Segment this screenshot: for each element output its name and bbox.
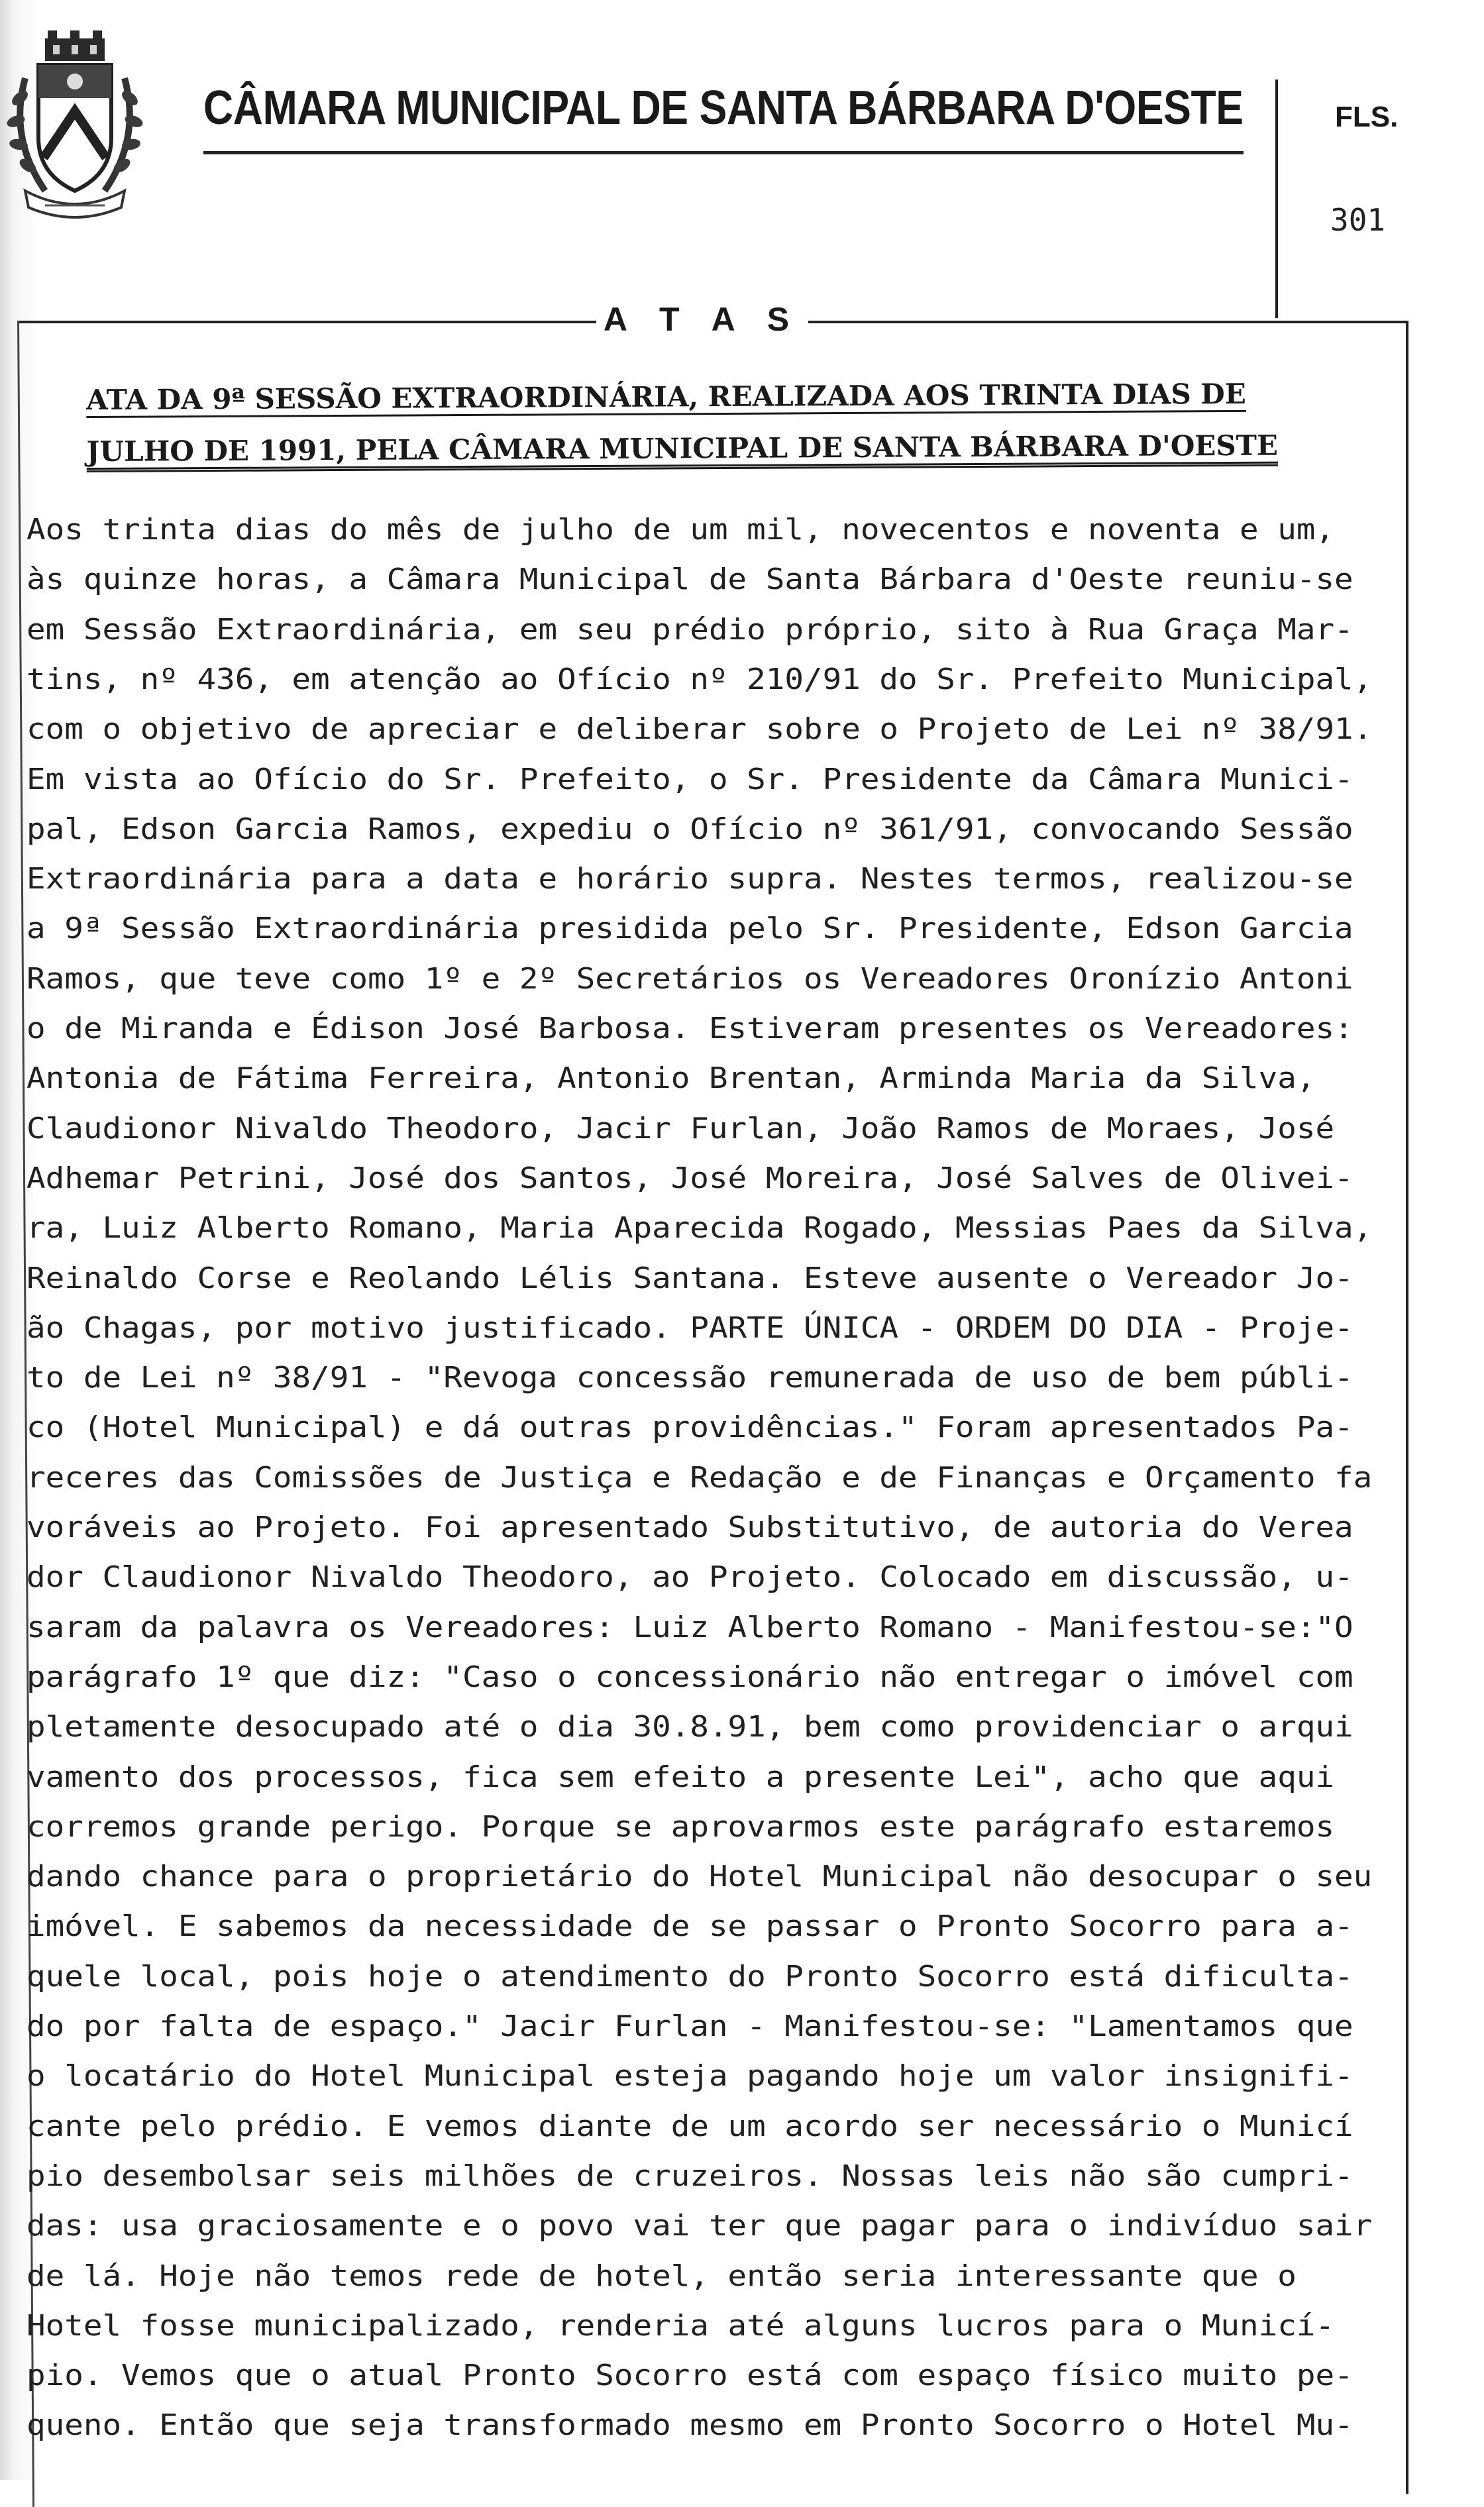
minutes-body-line: Em vista ao Ofício do Sr. Prefeito, o Sr. Presidente da Câmara Munici- [26, 762, 1353, 796]
minutes-body-line: voráveis ao Projeto. Foi apresentado Substitutivo, de autoria do Verea [26, 1511, 1353, 1544]
minutes-body-line: receres das Comissões de Justiça e Redação e de Finanças e Orçamento fa [26, 1460, 1373, 1495]
minutes-body-line: ão Chagas, por motivo justificado. PARTE ÚNICA - ORDEM DO DIA - Proje- [26, 1310, 1353, 1345]
minutes-body-line: corremos grande perigo. Porque se aprovarmos este parágrafo estaremos [26, 1809, 1335, 1844]
minutes-body-line: co (Hotel Municipal) e dá outras providências." Foram apresentados Pa- [26, 1411, 1353, 1445]
minutes-body-line: Aos trinta dias do mês de julho de um mil, novecentos e noventa e um, [26, 513, 1335, 547]
chamber-name: CÂMARA MUNICIPAL DE SANTA BÁRBARA D'OESTE [203, 81, 1244, 134]
minutes-title-line: JULHO DE 1991, PELA CÂMARA MUNICIPAL DE SANTA BÁRBARA D'OESTE [86, 429, 1279, 468]
minutes-body-line: Hotel fosse municipalizado, renderia até alguns lucros para o Municí- [26, 2308, 1335, 2343]
minutes-title-line: ATA DA 9ª SESSÃO EXTRAORDINÁRIA, REALIZADA AOS TRINTA DIAS DE [86, 377, 1246, 416]
minutes-body-line: Claudionor Nivaldo Theodoro, Jacir Furlan, João Ramos de Moraes, José [26, 1111, 1335, 1146]
minutes-body-line: vamento dos processos, fica sem efeito a presente Lei", acho que aqui [26, 1760, 1335, 1794]
minutes-body-line: pal, Edson Garcia Ramos, expediu o Ofício nº 361/91, convocando Sessão [26, 812, 1353, 846]
minutes-body-line: de lá. Hoje não temos rede de hotel, então seria interessante que o [26, 2259, 1297, 2293]
minutes-body-line: Adhemar Petrini, José dos Santos, José Moreira, José Salves de Olivei- [26, 1161, 1353, 1195]
minutes-body-line: Reinaldo Corse e Reolando Lélis Santana. Esteve ausente o Vereador Jo- [26, 1261, 1353, 1295]
minutes-body-line: do por falta de espaço." Jacir Furlan - Manifestou-se: "Lamentamos que [26, 2009, 1353, 2043]
minutes-body-line: queno. Então que seja transformado mesmo em Pronto Socorro o Hotel Mu- [26, 2408, 1353, 2443]
minutes-body-line: o de Miranda e Édison José Barbosa. Estiveram presentes os Vereadores: [26, 1012, 1353, 1045]
header-rule [203, 151, 1244, 154]
page-number-divider [1275, 80, 1278, 318]
minutes-body-line: dando chance para o proprietário do Hotel Municipal não desocupar o seu [26, 1860, 1373, 1894]
section-heading: A T A S [603, 301, 802, 338]
minutes-body-line: Extraordinária para a data e horário supra. Nestes termos, realizou-se [26, 862, 1353, 896]
minutes-body-line: cante pelo prédio. E vemos diante de um acordo ser necessário o Municí [26, 2109, 1353, 2143]
minutes-body-line: com o objetivo de apreciar e deliberar sobre o Projeto de Lei nº 38/91. [26, 712, 1373, 747]
minutes-body-line: Ramos, que teve como 1º e 2º Secretários os Vereadores Oronízio Antoni [26, 961, 1353, 996]
minutes-body-line: saram da palavra os Vereadores: Luiz Alberto Romano - Manifestou-se:"O [26, 1610, 1353, 1644]
minutes-body-line: pletamente desocupado até o dia 30.8.91, bem como providenciar o arqui [26, 1710, 1353, 1744]
minutes-body-line: a 9ª Sessão Extraordinária presidida pelo Sr. Presidente, Edson Garcia [26, 912, 1353, 946]
page-number: 301 [1330, 202, 1386, 238]
municipal-coat-of-arms-icon [5, 25, 144, 224]
minutes-body-line: ra, Luiz Alberto Romano, Maria Aparecida Rogado, Messias Paes da Silva, [26, 1211, 1373, 1246]
minutes-body-line: to de Lei nº 38/91 - "Revoga concessão remunerada de uso de bem públi- [26, 1361, 1353, 1395]
minutes-body-line: parágrafo 1º que diz: "Caso o concessionário não entregar o imóvel com [26, 1660, 1353, 1694]
minutes-body-line: o locatário do Hotel Municipal esteja pagando hoje um valor insignifi- [26, 2059, 1353, 2094]
minutes-body-line: em Sessão Extraordinária, em seu prédio próprio, sito à Rua Graça Mar- [26, 612, 1353, 647]
minutes-body-line: quele local, pois hoje o atendimento do Pronto Socorro está dificulta- [26, 1959, 1353, 1994]
minutes-body-line: pio desembolsar seis milhões de cruzeiros. Nossas leis não são cumpri- [26, 2159, 1353, 2193]
minutes-body-line: às quinze horas, a Câmara Municipal de Santa Bárbara d'Oeste reuniu-se [26, 562, 1353, 597]
minutes-body-line: imóvel. E sabemos da necessidade de se passar o Pronto Socorro para a- [26, 1909, 1353, 1944]
minutes-body-line: pio. Vemos que o atual Pronto Socorro está com espaço físico muito pe- [26, 2359, 1353, 2393]
fls-label: FLS. [1335, 101, 1399, 133]
minutes-title [86, 368, 1312, 478]
minutes-body-line: tins, nº 436, em atenção ao Ofício nº 210/91 do Sr. Prefeito Municipal, [26, 662, 1373, 696]
minutes-body-line: das: usa graciosamente e o povo vai ter que pagar para o indivíduo sair [26, 2209, 1373, 2243]
minutes-body-line: dor Claudionor Nivaldo Theodoro, ao Projeto. Colocado em discussão, u- [26, 1560, 1353, 1595]
minutes-body-line: Antonia de Fátima Ferreira, Antonio Brentan, Arminda Maria da Silva, [26, 1061, 1316, 1096]
